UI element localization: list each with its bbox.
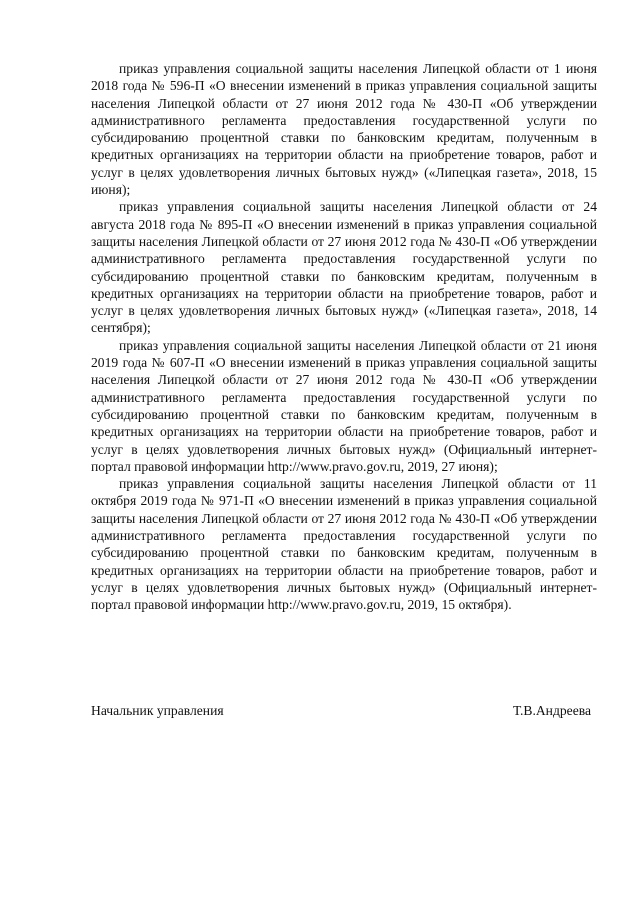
signature-block <box>91 702 597 722</box>
paragraph-order-596: приказ управления социальной защиты населения Липецкой области от 1 июня 2018 года № 596-П «О внесении изменений в приказ управления социальной защиты населения Липецкой области от 27 июня 2012 года № 430-П «Об утверждении административного регламента предоставления государственной услуги по субсидированию процентной ставки по банковским кредитам, полученным в кредитных организациях на территории области на приобретение товаров, работ и услуг в целях удовлетворения личных бытовых нужд» («Липецкая газета», 2018, 15 июня); <box>91 61 597 198</box>
document-body <box>91 60 597 614</box>
paragraph-order-607: приказ управления социальной защиты населения Липецкой области от 21 июня 2019 года № 607-П «О внесении изменений в приказ управления социальной защиты населения Липецкой области от 27 июня 2012 года № 430-П «Об утверждении административного регламента предоставления государственной услуги по субсидированию процентной ставки по банковским кредитам, полученным в кредитных организациях на территории области на приобретение товаров, работ и услуг в целях удовлетворения личных бытовых нужд» (Официальный интернет-портал правовой информации http://www.pravo.gov.ru, 2019, 27 июня); <box>91 337 597 474</box>
paragraph-order-895: приказ управления социальной защиты населения Липецкой области от 24 августа 2018 года № 895-П «О внесении изменений в приказ управления социальной защиты населения Липецкой области от 27 июня 2012 года № 430-П «Об утверждении административного регламента предоставления государственной услуги по субсидированию процентной ставки по банковским кредитам, полученным в кредитных организациях на территории области на приобретение товаров, работ и услуг в целях удовлетворения личных бытовых нужд» («Липецкая газета», 2018, 14 сентября); <box>91 199 597 336</box>
signatory-title: Начальник управления <box>91 703 224 718</box>
signatory-name: Т.В.Андреева <box>513 703 591 718</box>
paragraph-order-971: приказ управления социальной защиты населения Липецкой области от 11 октября 2019 года № 971-П «О внесении изменений в приказ управления социальной защиты населения Липецкой области от 27 июня 2012 года № 430-П «Об утверждении административного регламента предоставления государственной услуги по субсидированию процентной ставки по банковским кредитам, полученным в кредитных организациях на территории области на приобретение товаров, работ и услуг в целях удовлетворения личных бытовых нужд» (Официальный интернет-портал правовой информации http://www.pravo.gov.ru, 2019, 15 октября). <box>91 476 597 613</box>
